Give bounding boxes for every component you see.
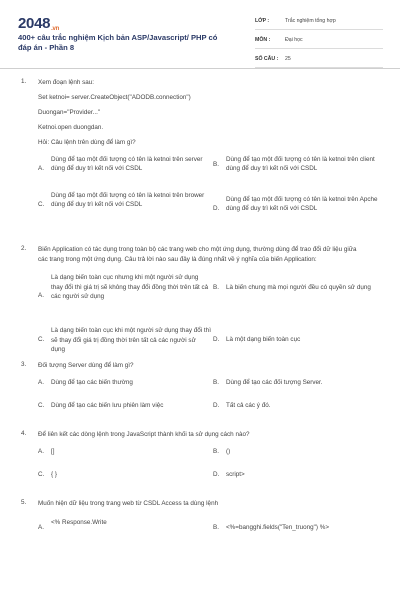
question-1: 1. Xem đoạn lệnh sau: Set ketnoi= server.CreateObject("ADODB.connection") Duongan="Provider..." Ketnoi.open duongdan. Hỏi: Câu lệnh trên dùng để làm gì? A. Dùng để tạo một đối tượng có tên là ketnoi trên server dùng để duy trì kết nối với CSDL B. Dùng để tạo một đối tượng có tên là ketnoi trên client dùng để duy trì kết nối với CSDL C. Dùng để tạo một đối tượng có tên là ketnoi trên brower dùng để duy trì kết nối với CSDL D. Dùng để tạo một đối tượng có tên là ketnoi trên Apche dùng để duy trì kết nối với CSDL xyxy=(0,78,400,241)
page-header xyxy=(0,0,400,66)
options: A. <% Response.Write B. <%=bangghi.fields("Ten_truong") %> xyxy=(38,519,330,532)
options: A. Dùng để tạo các biến thường B. Dùng để tạo các đối tượng Server. C. Dùng để tạo các biến lưu phiên làm việc D. Tất cả các ý đó. xyxy=(38,379,323,410)
options: A. [] B. () C. { } D. script> xyxy=(38,448,245,479)
question-text: Muốn hiện dữ liệu trong trang web từ CSDL Access ta dùng lệnh xyxy=(38,500,219,508)
question-text: Để liên kết các dòng lệnh trong JavaScript thành khối ta sử dụng cách nào? xyxy=(38,431,250,439)
code-line: Ketnoi.open duongdan. xyxy=(38,124,104,131)
question-2: 2. Biến Application có tác dụng trong toàn bộ các trang web cho một ứng dụng, thường dùng để trao đổi dữ liệu giữa các trang trong một ứng dụng. Câu trả lời nào sau đây là đúng nhất về ý nghĩa của biến Application: A. Là dạng biến toàn cục nhưng khi một người sử dụng thay đổi thì giá trị sẽ không thay đổi đồng thời trên tất cả các người sử dụng B. Là biến chung mà mọi người đều có quyền sử dụng C. Là dạng biến toàn cục khi một người sử dụng thay đổi thì sẽ thay đổi giá trị đồng thời trên tất cả các người sử dụng D. Là một dạng biến toàn cục xyxy=(0,245,400,383)
meta-class-row: LỚP : Trắc nghiệm tổng hợp xyxy=(255,14,383,30)
code-line: Duongan="Provider..." xyxy=(38,109,101,116)
options: A. Dùng để tạo một đối tượng có tên là ketnoi trên server dùng để duy trì kết nối với CSDL B. Dùng để tạo một đối tượng có tên là ketnoi trên client dùng để duy trì kết nối với CSDL C. Dùng để tạo một đối tượng có tên là ketnoi trên brower dùng để duy trì kết nối với CSDL D. Dùng để tạo một đối tượng có tên là ketnoi trên Apche dùng để duy trì kết nối với CSDL xyxy=(38,156,378,213)
options: A. Là dạng biến toàn cục nhưng khi một người sử dụng thay đổi thì giá trị sẽ không thay đổi đồng thời trên tất cả các người sử dụng B. Là biến chung mà mọi người đều có quyền sử dụng C. Là dạng biến toàn cục khi một người sử dụng thay đổi thì sẽ thay đổi giá trị đồng thời trên tất cả các người sử dụng D. Là một dạng biến toàn cục xyxy=(38,274,371,353)
question-text: Xem đoạn lệnh sau: xyxy=(38,79,95,86)
question-5: 5. Muốn hiện dữ liệu trong trang web từ CSDL Access ta dùng lệnh A. <% Response.Write B. <%=bangghi.fields("Ten_truong") %> xyxy=(0,499,400,534)
document-title: 400+ câu trắc nghiệm Kịch bản ASP/Javascript/ PHP có đáp án - Phần 8 xyxy=(18,33,218,52)
question-text: Biến Application có tác dụng trong toàn bộ các trang web cho một ứng dụng, thường dùng để trao đổi dữ liệu giữa các trang trong một ứng dụng. Câu trả lời nào sau đây là đúng nhất về ý nghĩa của biến Application: xyxy=(38,246,357,264)
code-line: Set ketnoi= server.CreateObject("ADODB.connection") xyxy=(38,94,191,101)
question-text: Đối tượng Server dùng để làm gì? xyxy=(38,362,134,370)
meta-subject-row: MÔN : Đại học xyxy=(255,33,383,49)
question-list xyxy=(0,78,400,534)
question-4: 4. Để liên kết các dòng lệnh trong JavaScript thành khối ta sử dụng cách nào? A. [] B. () C. { } D. script> xyxy=(0,430,400,491)
document-meta xyxy=(255,14,383,71)
meta-count-row: SỐ CÂU : 25 xyxy=(255,52,383,68)
question-prompt: Hỏi: Câu lệnh trên dùng để làm gì? xyxy=(38,139,136,146)
header-divider xyxy=(0,68,400,69)
question-3: 3. Đối tượng Server dùng để làm gì? A. Dùng để tạo các biến thường B. Dùng để tạo các đối tượng Server. C. Dùng để tạo các biến lưu phiên làm việc D. Tất cả các ý đó. xyxy=(0,361,400,422)
site-logo[interactable]: 2048.vn xyxy=(18,15,59,32)
